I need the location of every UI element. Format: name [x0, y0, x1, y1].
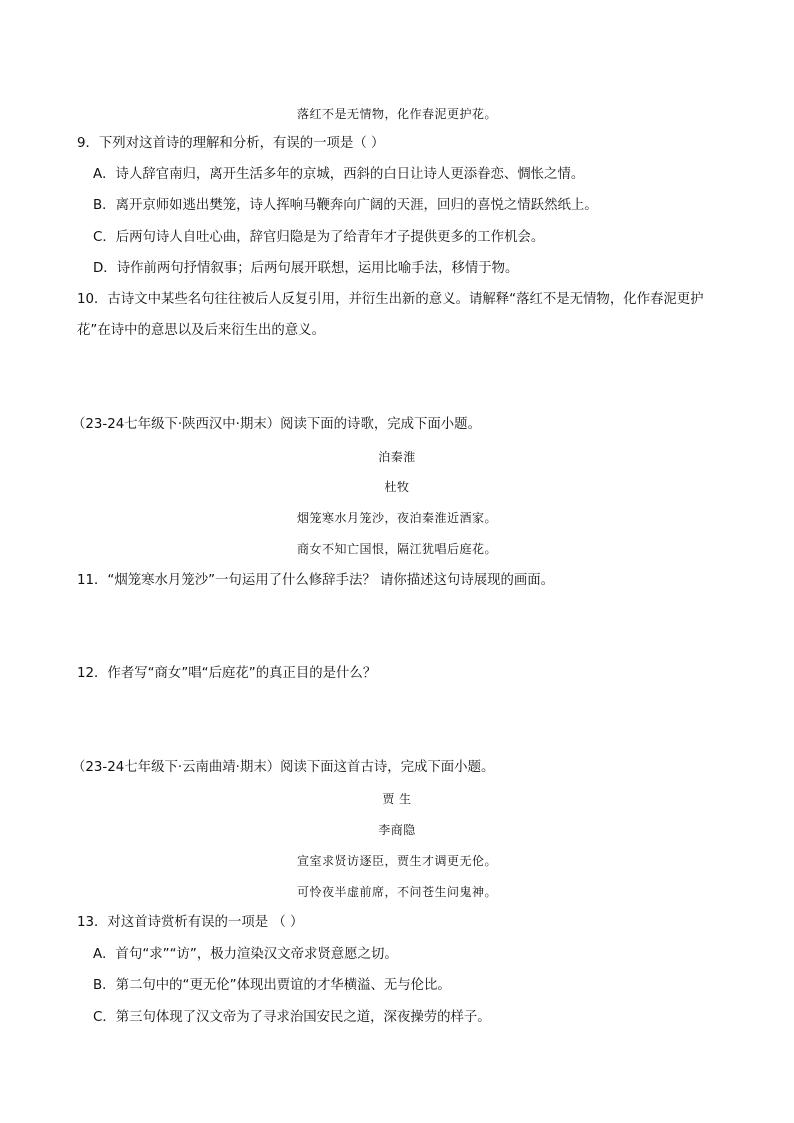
- poem-2-line-2: 商女不知亡国恨，隔江犹唱后庭花。: [296, 542, 497, 556]
- question-13-option-b: B．第二句中的“更无伦”体现出贾谊的才华横溢、无与伦比。: [93, 978, 451, 993]
- question-13-option-c: C．第三句体现了汉文帝为了寻求治国安民之道，深夜操劳的样子。: [93, 1010, 491, 1025]
- question-13-option-a: A．首句“求”“访”，极力渲染汉文帝求贤意愿之切。: [93, 947, 398, 962]
- poem-last-line: 落红不是无情物，化作春泥更护花。: [296, 107, 497, 121]
- question-13-stem: 13．对这首诗赏析有误的一项是 （ ）: [77, 915, 304, 930]
- question-9-option-a: A．诗人辞官南归，离开生活多年的京城，西斜的白日让诗人更添眷恋、惆怅之情。: [93, 167, 585, 182]
- question-12: 12．作者写“商女”唱“后庭花”的真正目的是什么？: [77, 666, 377, 681]
- question-10-line-1: 10．古诗文中某些名句往往被后人反复引用，并衍生出新的意义。请解释“落红不是无情物，化作春泥更护: [77, 292, 704, 307]
- poem-3-author: 李商隐: [378, 823, 416, 837]
- poem-3-line-1: 宣室求贤访逐臣，贾生才调更无伦。: [296, 854, 497, 868]
- section-2-intro: （23-24七年级下·陕西汉中·期末）阅读下面的诗歌，完成下面小题。: [72, 417, 481, 432]
- question-9-option-b: B．离开京师如逃出樊笼，诗人挥响马鞭奔向广阔的天涯，回归的喜悦之情跃然纸上。: [93, 198, 598, 213]
- poem-2-line-1: 烟笼寒水月笼沙，夜泊秦淮近酒家。: [296, 511, 497, 525]
- poem-2-author: 杜牧: [384, 480, 410, 494]
- section-3-intro: （23-24七年级下·云南曲靖·期末）阅读下面这首古诗，完成下面小题。: [72, 760, 495, 775]
- question-9-option-c: C．后两句诗人自吐心曲，辞官归隐是为了给青年才子提供更多的工作机会。: [93, 230, 545, 245]
- question-10-line-2: 花”在诗中的意思以及后来衍生出的意义。: [77, 323, 325, 338]
- question-9-option-d: D．诗作前两句抒情叙事；后两句展开联想，运用比喻手法，移情于物。: [93, 261, 519, 276]
- poem-2-title: 泊秦淮: [378, 450, 416, 464]
- poem-3-title: 贾 生: [382, 792, 412, 806]
- question-9-stem: 9．下列对这首诗的理解和分析，有误的一项是（ ）: [77, 136, 385, 151]
- question-11: 11．“烟笼寒水月笼沙”一句运用了什么修辞手法？ 请你描述这句诗展现的画面。: [77, 573, 555, 588]
- poem-3-line-2: 可怜夜半虚前席，不问苍生问鬼神。: [296, 885, 497, 899]
